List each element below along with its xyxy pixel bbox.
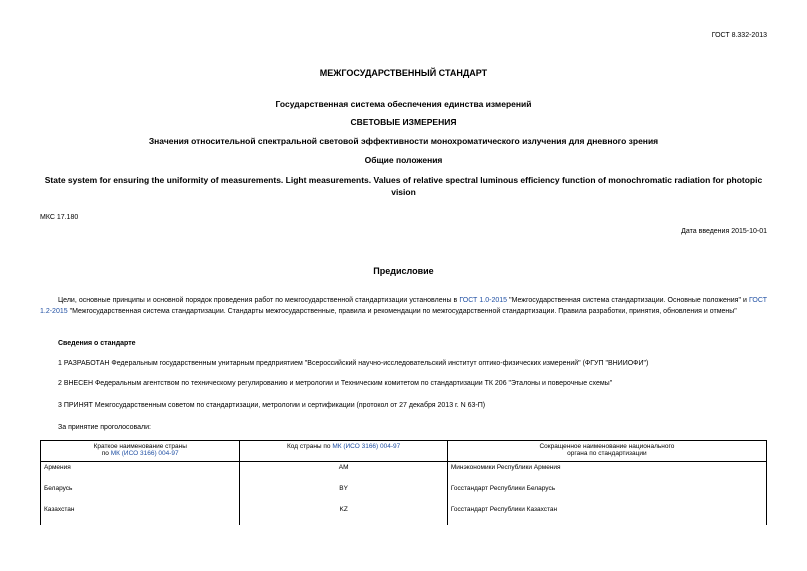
preface-text-b: "Межгосударственная система стандартизации. Основные положения" и (507, 297, 750, 304)
cell-code: BY (240, 483, 447, 504)
cell-country: Армения (41, 462, 240, 484)
standard-info-title: Сведения о стандарте (58, 340, 136, 347)
cell-country: Казахстан (41, 504, 240, 525)
mk-iso-link-country[interactable]: МК (ИСО 3166) 004-97 (110, 450, 179, 457)
preface-paragraph (40, 296, 767, 317)
cell-code: AM (240, 462, 447, 484)
header-country-prefix: по (101, 450, 111, 457)
introduced-by-item: 2 ВНЕСЕН Федеральным агентством по техническому регулированию и метрологии и Техническим комитетом по стандартизации ТК 206 "Эталоны и поверочные схемы" (58, 380, 613, 387)
header-body-line2: органа по стандартизации (567, 450, 647, 457)
header-body-line1: Сокращенное наименование национального (539, 443, 675, 450)
cell-body: Минэкономики Республики Армения (447, 462, 766, 484)
preface-text-c: "Межгосударственная система стандартизации. Стандарты межгосударственные, правила и рекомендации по межгосударственной стандартизации. Правила разработки, принятия, обновления и отмены" (67, 307, 737, 315)
light-title: СВЕТОВЫЕ ИЗМЕРЕНИЯ (350, 117, 457, 127)
english-title: State system for ensuring the uniformity of measurements. Light measurements. Values of relative spectral luminous efficiency function of monochromatic radiation for photopic vision (44, 175, 763, 197)
header-code (240, 441, 447, 462)
gost-1-0-link[interactable]: ГОСТ 1.0-2015 (459, 297, 508, 304)
cell-code: KZ (240, 504, 447, 525)
table-row (41, 483, 767, 504)
mk-iso-link-code[interactable]: МК (ИСО 3166) 004-97 (332, 443, 401, 450)
preface-text-a: Цели, основные принципы и основной порядок проведения работ по межгосударственной стандартизации установлены в (58, 297, 460, 304)
main-title: МЕЖГОСУДАРСТВЕННЫЙ СТАНДАРТ (319, 68, 488, 78)
cell-country: Беларусь (41, 483, 240, 504)
header-body (447, 441, 766, 462)
intro-date: Дата введения 2015-10-01 (681, 228, 767, 235)
general-title: Общие положения (364, 155, 443, 165)
header-country-line2 (44, 450, 236, 457)
adopted-by-item: 3 ПРИНЯТ Межгосударственным советом по стандартизации, метрологии и сертификации (протокол от 27 декабря 2013 г. N 63-П) (58, 402, 486, 409)
system-title: Государственная система обеспечения единства измерений (275, 99, 532, 109)
cell-body: Госстандарт Республики Беларусь (447, 483, 766, 504)
developed-by-item: 1 РАЗРАБОТАН Федеральным государственным унитарным предприятием "Всероссийский научно-исследовательский институт оптико-физических измерений" (ФГУП "ВНИИОФИ") (58, 360, 649, 367)
voting-states-table (40, 440, 767, 525)
table-row (41, 504, 767, 525)
cell-body: Госстандарт Республики Казахстан (447, 504, 766, 525)
document-code: ГОСТ 8.332-2013 (711, 32, 767, 39)
values-title: Значения относительной спектральной световой эффективности монохроматического излучения для дневного зрения (148, 136, 659, 146)
table-row (41, 462, 767, 484)
header-code-prefix: Код страны по (287, 443, 333, 450)
gost-1-2-link[interactable]: ГОСТ 1.2-2015 (40, 297, 767, 315)
table-header-row (41, 441, 767, 462)
header-country-line1: Краткое наименование страны (93, 443, 187, 450)
mks-code: МКС 17.180 (40, 214, 79, 221)
preface-title: Предисловие (373, 266, 434, 276)
header-country (41, 441, 240, 462)
voted-label: За принятие проголосовали: (58, 424, 151, 431)
